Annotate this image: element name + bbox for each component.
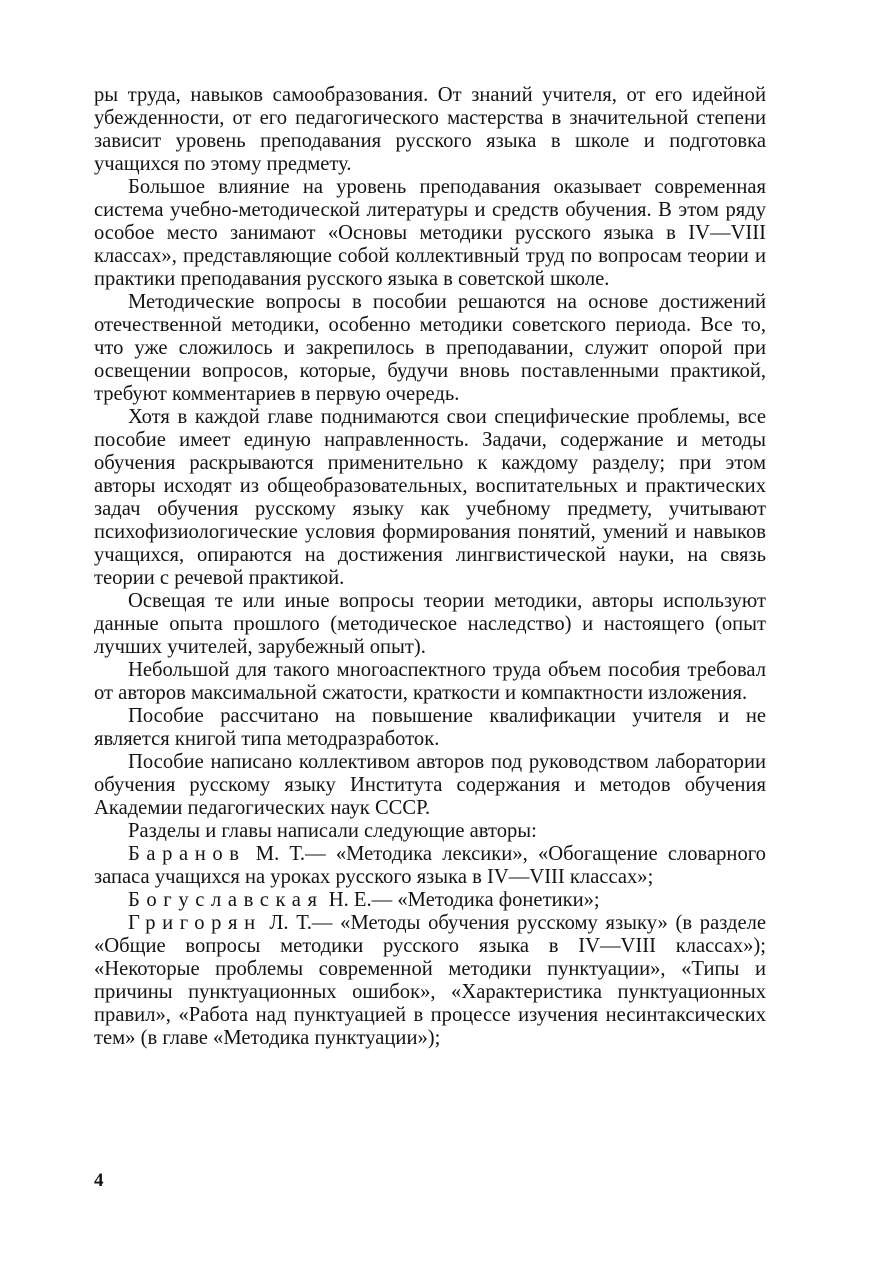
paragraph: Хотя в каждой главе поднимаются свои специфические проблемы, все пособие имеет единую направленность. Задачи, содержание и методы обучения раскрываются применительно к каждому разделу; при этом авторы исходят из общеобразовательных, воспитательных и практических задач обучения русскому языку как учебному предмету, учитывают психофизиологические условия формирования понятий, умений и навыков учащихся, опираются на достижения лингвистической науки, на связь теории с речевой практикой.: [94, 406, 766, 589]
author-surname: Баранов: [128, 843, 246, 865]
paragraph: Освещая те или иные вопросы теории методики, авторы используют данные опыта прошлого (методическое наследство) и настоящего (опыт лучших учителей, зарубежный опыт).: [94, 590, 766, 658]
author-surname: Богуславская: [128, 889, 324, 911]
paragraph: Небольшой для такого многоаспектного труда объем пособия требовал от авторов максимальной сжатости, краткости и компактности изложения.: [94, 659, 766, 704]
author-entry: [94, 889, 766, 912]
paragraph: Пособие рассчитано на повышение квалификации учителя и не является книгой типа методразработок.: [94, 705, 766, 750]
paragraph: Методические вопросы в пособии решаются на основе достижений отечественной методики, особенно методики советского периода. Все то, что уже сложилось и закрепилось в преподавании, служит опорой при освещении вопросов, которые, будучи вновь поставленными практикой, требуют комментариев в первую очередь.: [94, 291, 766, 405]
author-surname: Григорян: [128, 912, 262, 934]
author-initials: М. Т.: [255, 843, 306, 865]
author-entry: [94, 843, 766, 889]
author-works: — «Методика лексики», «Обогащение словарного запаса учащихся на уроках русского языка в IV—VIII классах»;: [94, 843, 766, 888]
paragraph: Разделы и главы написали следующие авторы:: [128, 820, 537, 842]
page-number: 4: [94, 1170, 104, 1191]
author-works: — «Методика фонетики»;: [371, 889, 600, 911]
paragraph: ры труда, навыков самообразования. От знаний учителя, от его идейной убежденности, от его педагогического мастерства в значительной степени зависит уровень преподавания русского языка в школе и подготовка учащихся по этому предмету.: [94, 84, 766, 175]
paragraph: Большое влияние на уровень преподавания оказывает современная система учебно-методической литературы и средств обучения. В этом ряду особое место занимают «Основы методики русского языка в IV—VIII классах», представляющие собой коллективный труд по вопросам теории и практики преподавания русского языка в советской школе.: [94, 176, 766, 290]
author-initials: Л. Т.: [269, 912, 312, 934]
page-body: [94, 84, 766, 1050]
author-works: — «Методы обучения русскому языку» (в разделе «Общие вопросы методики русского языка в IV—VIII классах»); «Некоторые проблемы современной методики пунктуации», «Типы и причины пунктуационных ошибок», «Характеристика пунктуационных правил», «Работа над пунктуацией в процессе изучения несинтаксических тем» (в главе «Методика пунктуации»);: [94, 912, 767, 1049]
author-entry: [94, 912, 766, 1050]
paragraph: Пособие написано коллективом авторов под руководством лаборатории обучения русскому языку Института содержания и методов обучения Академии педагогических наук СССР.: [94, 751, 766, 819]
author-initials: Н. Е.: [328, 889, 372, 911]
